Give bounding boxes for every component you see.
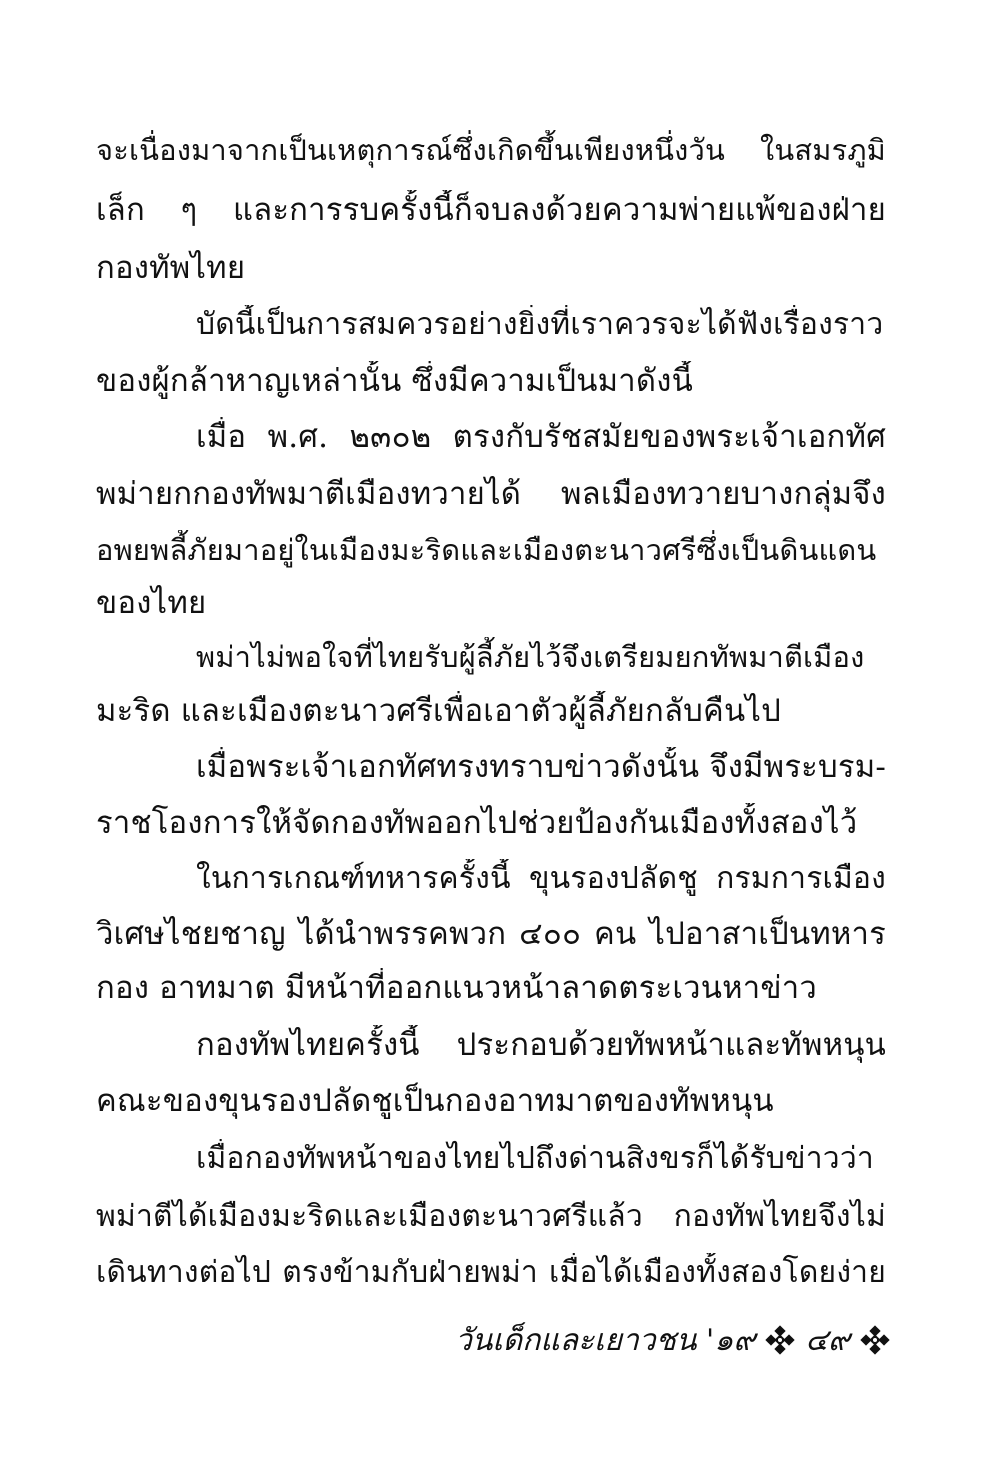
text-line-17: กองทัพไทยครั้งนี้ ประกอบด้วยทัพหน้าและทัพหนุน [196, 1027, 886, 1063]
text-line-3: กองทัพไทย [96, 250, 246, 286]
text-line-5: ของผู้กล้าหาญเหล่านั้น ซึ่งมีความเป็นมาดังนี้ [96, 363, 693, 399]
text-line-4: บัดนี้เป็นการสมควรอย่างยิ่งที่เราควรจะได้ฟังเรื่องราว [196, 307, 884, 342]
page-footer [420, 1318, 900, 1362]
text-line-8: อพยพลี้ภัยมาอยู่ในเมืองมะริดและเมืองตะนาวศรีซึ่งเป็นดินแดน [96, 533, 877, 567]
text-line-18: คณะของขุนรองปลัดชูเป็นกองอาทมาตของทัพหนุน [96, 1083, 774, 1119]
page-number: ๔๙ [805, 1322, 850, 1358]
text-line-14: ในการเกณฑ์ทหารครั้งนี้ ขุนรองปลัดชู กรมการเมือง [196, 861, 886, 896]
text-line-9: ของไทย [96, 585, 207, 621]
text-line-13: ราชโองการให้จัดกองทัพออกไปช่วยป้องกันเมืองทั้งสองไว้ [96, 805, 858, 841]
text-line-1: จะเนื่องมาจากเป็นเหตุการณ์ซึ่งเกิดขึ้นเพียงหนึ่งวัน ในสมรภูมิ [96, 133, 886, 167]
text-line-6: เมื่อ พ.ศ. ๒๓๐๒ ตรงกับรัชสมัยของพระเจ้าเอกทัศ [196, 419, 886, 455]
footer-title: วันเด็กและเยาวชน '๑๙ [455, 1322, 756, 1358]
text-line-16: กอง อาทมาต มีหน้าที่ออกแนวหน้าลาดตระเวนหาข่าว [96, 970, 817, 1006]
text-line-2: เล็ก ๆ และการรบครั้งนี้ก็จบลงด้วยความพ่ายแพ้ของฝ่าย [96, 192, 886, 228]
diamond-flower-ornament-icon [860, 1325, 890, 1355]
text-line-12: เมื่อพระเจ้าเอกทัศทรงทราบข่าวดังนั้น จึงมีพระบรม- [196, 749, 886, 785]
diamond-flower-ornament-icon [765, 1325, 795, 1355]
text-line-20: พม่าตีได้เมืองมะริดและเมืองตะนาวศรีแล้ว กองทัพไทยจึงไม่ [96, 1199, 886, 1234]
text-line-19: เมื่อกองทัพหน้าของไทยไปถึงด่านสิงขรก็ได้รับข่าวว่า [196, 1141, 874, 1176]
text-line-10: พม่าไม่พอใจที่ไทยรับผู้ลี้ภัยไว้จึงเตรียมยกทัพมาตีเมือง [196, 640, 865, 674]
text-line-11: มะริด และเมืองตะนาวศรีเพื่อเอาตัวผู้ลี้ภัยกลับคืนไป [96, 693, 782, 729]
text-line-15: วิเศษไชยชาญ ได้นำพรรคพวก ๔๐๐ คน ไปอาสาเป็นทหาร [96, 916, 886, 952]
text-line-21: เดินทางต่อไป ตรงข้ามกับฝ่ายพม่า เมื่อได้เมืองทั้งสองโดยง่าย [96, 1255, 886, 1290]
text-line-7: พม่ายกกองทัพมาตีเมืองทวายได้ พลเมืองทวายบางกลุ่มจึง [96, 476, 886, 512]
